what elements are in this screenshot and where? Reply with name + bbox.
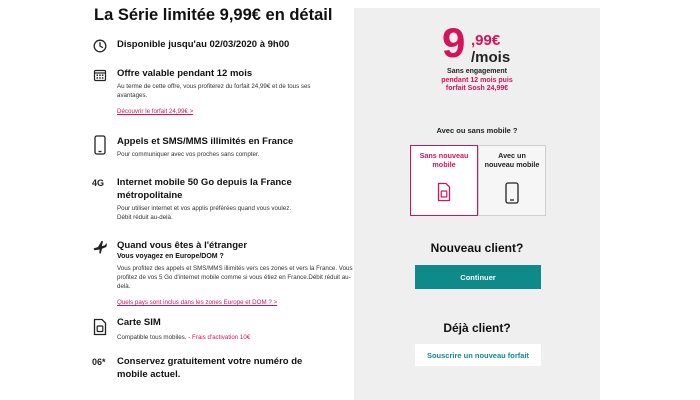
option-with-mobile[interactable] <box>478 145 546 216</box>
sim-card-icon <box>92 317 108 337</box>
europe-dom-zones-link[interactable]: Quels pays sont inclus dans les zones Europe et DOM ? > <box>117 299 278 306</box>
airplane-icon <box>92 239 108 255</box>
option-label: Sans nouveau mobile <box>419 151 469 169</box>
feature-description: Pour utiliser internet et vos applis préférées quand vous voulez. Débit réduit au-delà. <box>117 205 292 221</box>
06-badge: 06* <box>92 357 106 367</box>
feature-title: Carte SIM <box>117 317 161 328</box>
calendar-icon <box>92 67 108 83</box>
feature-title: Internet mobile 50 Go depuis la France métropolitaine <box>117 177 292 201</box>
feature-title: Quand vous êtes à l'étranger <box>117 240 248 251</box>
feature-description: Au terme de cette offre, vous profiterez du forfait 24,99€ et de tous ses avantages. <box>117 83 311 99</box>
sim-card-icon <box>437 182 451 207</box>
after-plan-text: forfait Sosh 24,99€ <box>445 85 509 92</box>
feature-sim <box>92 316 350 342</box>
no-commitment-text: Sans engagement <box>447 68 507 75</box>
feature-subtitle: Vous voyagez en Europe/DOM ? <box>117 253 224 260</box>
price-decimal: ,99€ <box>471 32 501 49</box>
mobile-choice-label: Avec ou sans mobile ? <box>436 126 518 135</box>
feature-calls <box>92 135 350 159</box>
price-unit: /mois <box>471 49 511 66</box>
option-label: Avec un nouveau mobile <box>484 151 540 169</box>
phone-icon <box>92 135 108 155</box>
feature-abroad <box>92 239 353 309</box>
duration-text: pendant 12 mois puis <box>441 76 513 84</box>
feature-title: Offre valable pendant 12 mois <box>117 68 253 79</box>
page-title: La Série limitée 9,99€ en détail <box>94 6 333 24</box>
feature-availability <box>92 38 350 51</box>
feature-description <box>117 333 350 342</box>
price-integer: 9 <box>442 19 466 66</box>
existing-client-title: Déjà client? <box>443 321 511 335</box>
discover-plan-link[interactable]: Découvrir le forfait 24,99€ > <box>117 108 194 115</box>
feature-title: Disponible jusqu'au 02/03/2020 à 9h00 <box>117 39 290 50</box>
feature-title: Conservez gratuitement votre numéro de mobile actuel. <box>117 356 303 380</box>
4g-badge: 4G <box>92 178 105 188</box>
feature-offer <box>92 67 350 118</box>
phone-icon <box>505 182 519 209</box>
feature-description: Pour communiquer avec vos proches sans compter. <box>117 151 260 158</box>
feature-title: Appels et SMS/MMS illimités en France <box>117 136 294 147</box>
feature-number <box>92 355 350 381</box>
option-without-mobile[interactable] <box>410 145 478 216</box>
feature-description: Vous profitez des appels et SMS/MMS illimités vers ces zones et vers la France. Vous profitez de vos 5 Go d'internet mobile comme si vous étiez en France.Débit réduit au-delà. <box>117 265 353 290</box>
new-client-title: Nouveau client? <box>430 241 524 255</box>
feature-internet <box>92 176 350 222</box>
activation-fee-text: - Frais d'activation 10€ <box>186 334 251 341</box>
subscription-panel <box>354 8 600 400</box>
subscribe-new-plan-button[interactable]: Souscrire un nouveau forfait <box>415 344 541 366</box>
continue-button[interactable]: Continuer <box>415 265 541 289</box>
sim-compat-text: Compatible tous mobiles. <box>117 334 187 341</box>
clock-icon <box>92 38 108 54</box>
price-conditions <box>354 68 600 94</box>
